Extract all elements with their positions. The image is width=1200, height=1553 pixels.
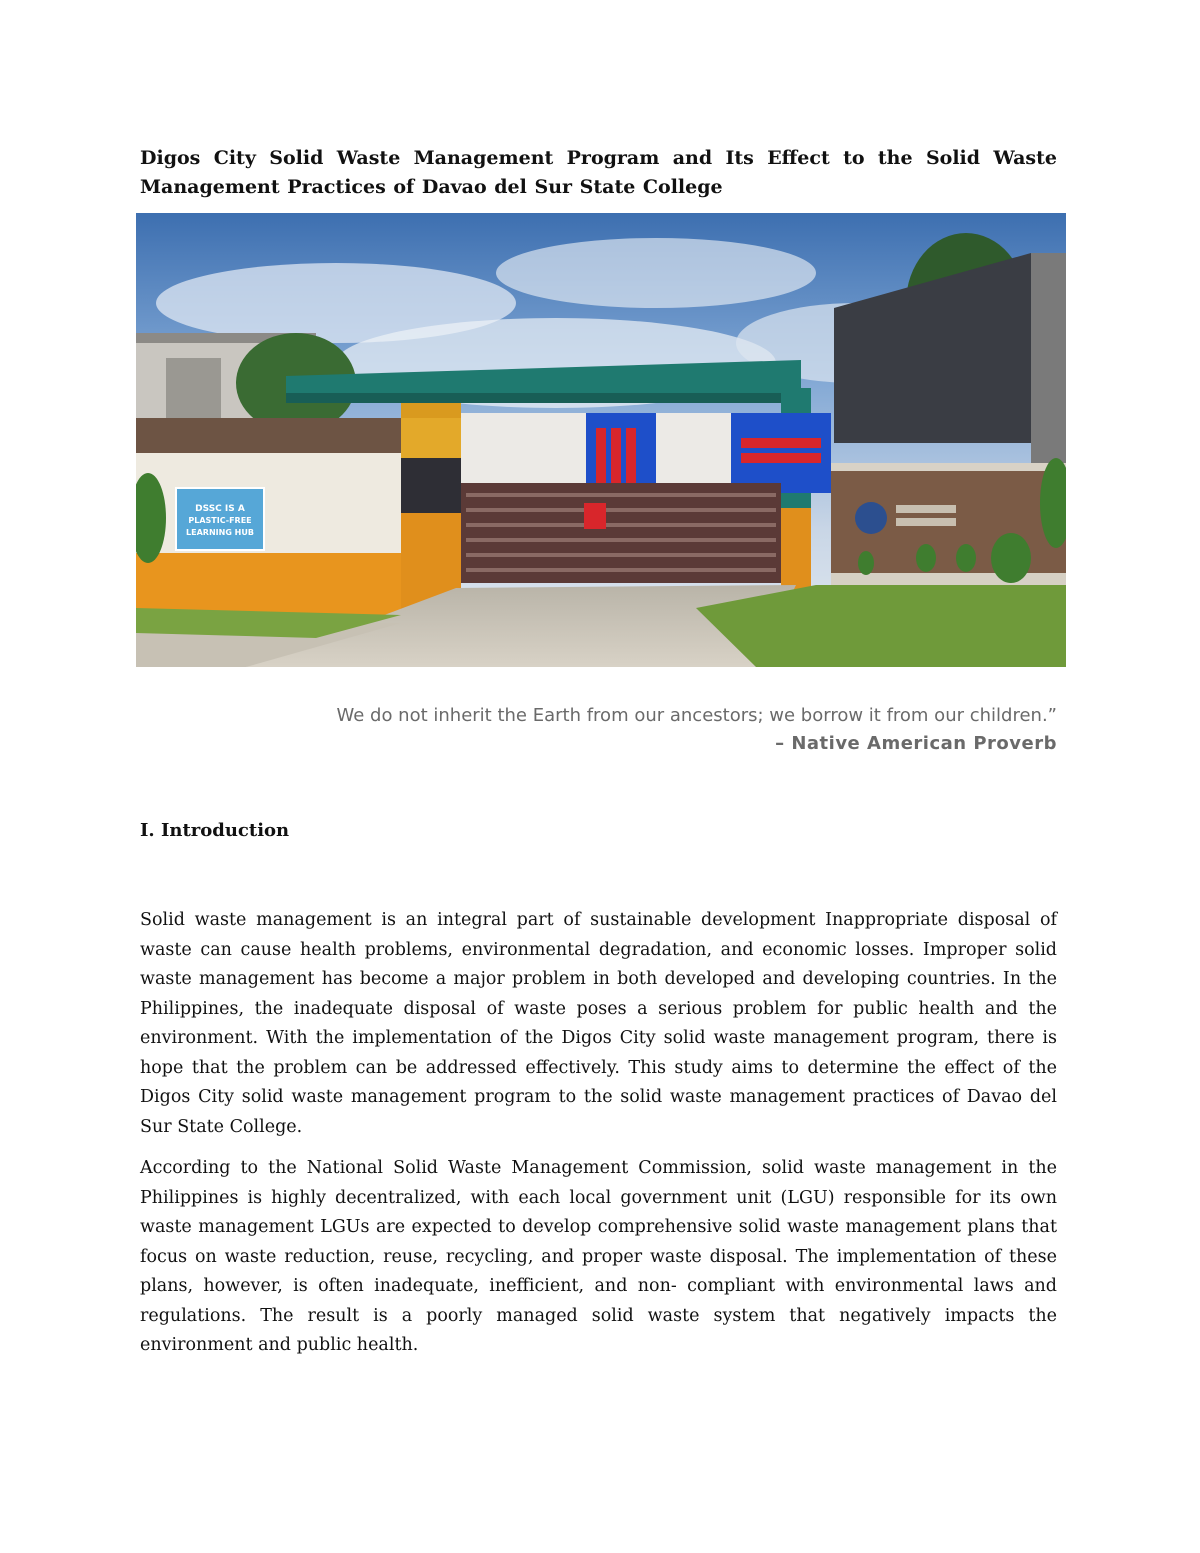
svg-text:LEARNING HUB: LEARNING HUB xyxy=(186,528,254,537)
epigraph-quote: We do not inherit the Earth from our ancestors; we borrow it from our children.” xyxy=(336,705,1057,726)
paragraph-1: Solid waste management is an integral part of sustainable development Inappropriate disposal of waste can cause health problems, environmental degradation, and economic losses. Improper solid waste management has become a major problem in both developed and developing countries. In the Philippines, the inadequate disposal of waste poses a serious problem for public health and the environment. With the implementation of the Digos City solid waste management program, there is hope that the problem can be addressed effectively. This study aims to determine the effect of the Digos City solid waste management program to the solid waste management practices of Davao del Sur State College. xyxy=(140,910,1057,1137)
svg-text:PLASTIC-FREE: PLASTIC-FREE xyxy=(188,516,252,525)
epigraph-author: – Native American Proverb xyxy=(775,733,1057,754)
document-title: Digos City Solid Waste Management Program and Its Effect to the Solid Waste Management Practices of Davao del Sur State College xyxy=(140,147,1057,198)
campus-gate-photo xyxy=(136,213,1066,667)
paragraph-2: According to the National Solid Waste Management Commission, solid waste management in the Philippines is highly decentralized, with each local government unit (LGU) responsible for its own waste management LGUs are expected to develop comprehensive solid waste management plans that focus on waste reduction, reuse, recycling, and proper waste disposal. The implementation of these plans, however, is often inadequate, inefficient, and non- compliant with environmental laws and regulations. The result is a poorly managed solid waste system that negatively impacts the environment and public health. xyxy=(140,1158,1057,1355)
section-heading: I. Introduction xyxy=(140,820,290,841)
svg-text:DSSC IS A: DSSC IS A xyxy=(195,504,245,514)
